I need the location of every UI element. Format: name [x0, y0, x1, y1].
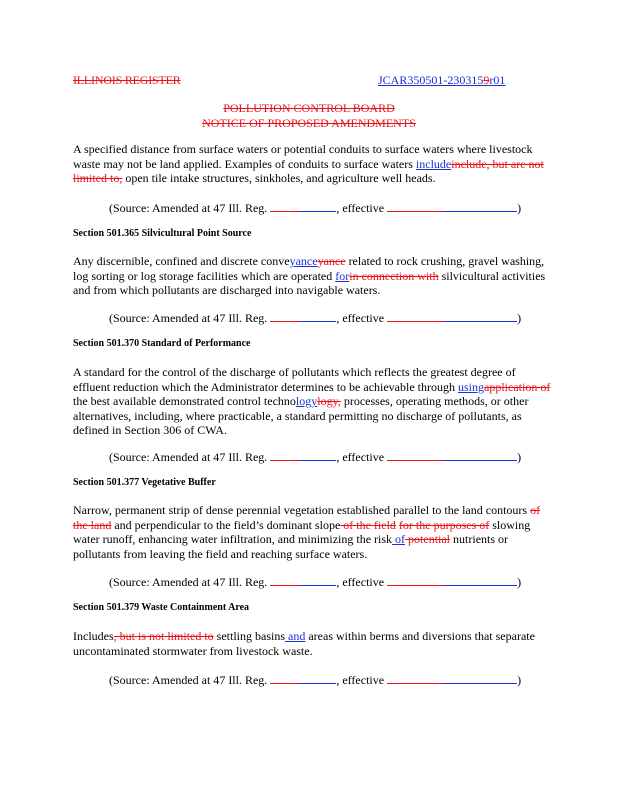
- blank-red: [270, 575, 300, 586]
- blank-red: [387, 201, 445, 212]
- jcar-code-ins: JCAR350501-230315: [378, 73, 484, 87]
- text-run: the best available demonstrated control techno: [73, 394, 296, 408]
- source-effective: , effective: [336, 575, 388, 589]
- inserted-text: using: [458, 379, 485, 394]
- paragraph-365: [73, 254, 553, 298]
- text-run: areas within berms and diversions that separate uncontaminated stormwater from livestock waste.: [73, 629, 535, 658]
- source-line: [109, 311, 521, 326]
- deleted-text: yance: [317, 254, 346, 268]
- deleted-text: of the field: [340, 517, 396, 532]
- section-heading-370: Section 501.370 Standard of Performance: [73, 338, 251, 349]
- source-reg: Ill. Reg.: [225, 311, 271, 325]
- source-close: ): [517, 450, 522, 464]
- source-effective: , effective: [336, 450, 388, 464]
- paragraph-370: [73, 365, 553, 438]
- section-heading-365: Section 501.365 Silvicultural Point Source: [73, 228, 252, 239]
- deleted-text: logy,: [317, 394, 341, 408]
- deleted-text: include, but are not limited to,: [73, 156, 544, 185]
- deleted-text: for the purposes of: [398, 517, 490, 532]
- blank-blue: [445, 673, 517, 684]
- source-volume: 7: [219, 575, 226, 589]
- paragraph-379: [73, 629, 553, 658]
- source-effective: , effective: [336, 201, 388, 215]
- jcar-code-del: 9: [483, 73, 490, 87]
- source-effective: , effective: [336, 673, 388, 687]
- source-line: [109, 673, 521, 688]
- deleted-text: of the land: [73, 503, 541, 532]
- notice-title: NOTICE OF PROPOSED AMENDMENTS: [202, 116, 416, 130]
- section-heading-379: Section 501.379 Waste Containment Area: [73, 602, 250, 613]
- source-line: [109, 201, 521, 216]
- blank-blue: [300, 201, 336, 212]
- board-title: POLLUTION CONTROL BOARD: [223, 101, 395, 115]
- blank-red: [270, 311, 300, 322]
- source-prefix: (Source: Amended at 4: [109, 575, 220, 589]
- inserted-text: logy: [295, 394, 318, 408]
- source-close: ): [517, 311, 522, 325]
- deleted-text: application of: [484, 379, 551, 394]
- source-reg: Ill. Reg.: [225, 450, 271, 464]
- register-header: ILLINOIS REGISTER: [73, 73, 181, 87]
- text-run: related to rock crushing, gravel washing, log sorting or log storage facilities which are operated: [73, 254, 545, 283]
- blank-red: [387, 450, 445, 461]
- source-close: ): [517, 201, 522, 215]
- blank-blue: [445, 201, 517, 212]
- blank-blue: [445, 575, 517, 586]
- blank-red: [270, 673, 300, 684]
- source-volume: 7: [219, 201, 226, 215]
- blank-blue: [300, 311, 336, 322]
- source-reg: Ill. Reg.: [225, 673, 271, 687]
- blank-blue: [300, 450, 336, 461]
- jcar-code: [378, 73, 505, 88]
- inserted-text: include: [415, 156, 452, 171]
- source-prefix: (Source: Amended at 4: [109, 311, 220, 325]
- blank-blue: [300, 673, 336, 684]
- text-run: and perpendicular to the field’s dominant slope: [111, 517, 341, 532]
- paragraph-377: [73, 503, 553, 561]
- text-run: silvicultural activities and from which pollutants are discharged into navigable waters.: [73, 268, 546, 297]
- source-close: ): [517, 673, 522, 687]
- inserted-text: yance: [289, 254, 318, 268]
- source-volume: 7: [219, 311, 226, 325]
- blank-red: [270, 450, 300, 461]
- inserted-text: for: [335, 268, 350, 283]
- text-run: open tile intake structures, sinkholes, and agriculture well heads.: [122, 171, 436, 185]
- text-run: nutrients or pollutants from leaving the field and reaching surface waters.: [73, 532, 509, 561]
- source-volume: 7: [219, 450, 226, 464]
- text-run: settling basins: [213, 629, 286, 643]
- blank-blue: [445, 450, 517, 461]
- text-run: A specified distance from surface waters or potential conduits to surface waters where livestock waste may not be land applied. Examples of conduits to surface waters: [73, 142, 533, 171]
- source-prefix: (Source: Amended at 4: [109, 673, 220, 687]
- source-prefix: (Source: Amended at 4: [109, 450, 220, 464]
- source-line: [109, 575, 521, 590]
- blank-red: [387, 575, 445, 586]
- source-volume: 7: [219, 673, 226, 687]
- inserted-text: of: [392, 532, 406, 546]
- section-heading-377: Section 501.377 Vegetative Buffer: [73, 477, 216, 488]
- source-reg: Ill. Reg.: [225, 201, 271, 215]
- source-close: ): [517, 575, 522, 589]
- inserted-text: and: [285, 629, 306, 643]
- deleted-text: , but is not limited to: [113, 629, 214, 643]
- source-reg: Ill. Reg.: [225, 575, 271, 589]
- paragraph-setback: [73, 142, 553, 186]
- source-effective: , effective: [336, 311, 388, 325]
- text-run: Includes: [73, 629, 114, 643]
- blank-red: [270, 201, 300, 212]
- source-line: [109, 450, 521, 465]
- blank-red: [387, 673, 445, 684]
- blank-blue: [445, 311, 517, 322]
- text-run: processes, operating methods, or other alternatives, including, where practicable, a standard permitting no discharge of pollutants, as defined in Section 306 of CWA.: [73, 394, 529, 437]
- deleted-text: in connection with: [349, 268, 439, 283]
- blank-red: [387, 311, 445, 322]
- text-run: Any discernible, confined and discrete conve: [73, 254, 290, 268]
- text-run: slowing water runoff, enhancing water infiltration, and minimizing the risk: [73, 517, 531, 546]
- blank-blue: [300, 575, 336, 586]
- text-run: A standard for the control of the discharge of pollutants which reflects the greatest degree of effluent reduction which the Administrator determines to be achievable through: [73, 365, 516, 394]
- text-run: Narrow, permanent strip of dense perennial vegetation established parallel to the land contours: [73, 503, 531, 517]
- source-prefix: (Source: Amended at 4: [109, 201, 220, 215]
- jcar-code-ins2: r01: [489, 73, 506, 87]
- deleted-text: potential: [405, 532, 451, 546]
